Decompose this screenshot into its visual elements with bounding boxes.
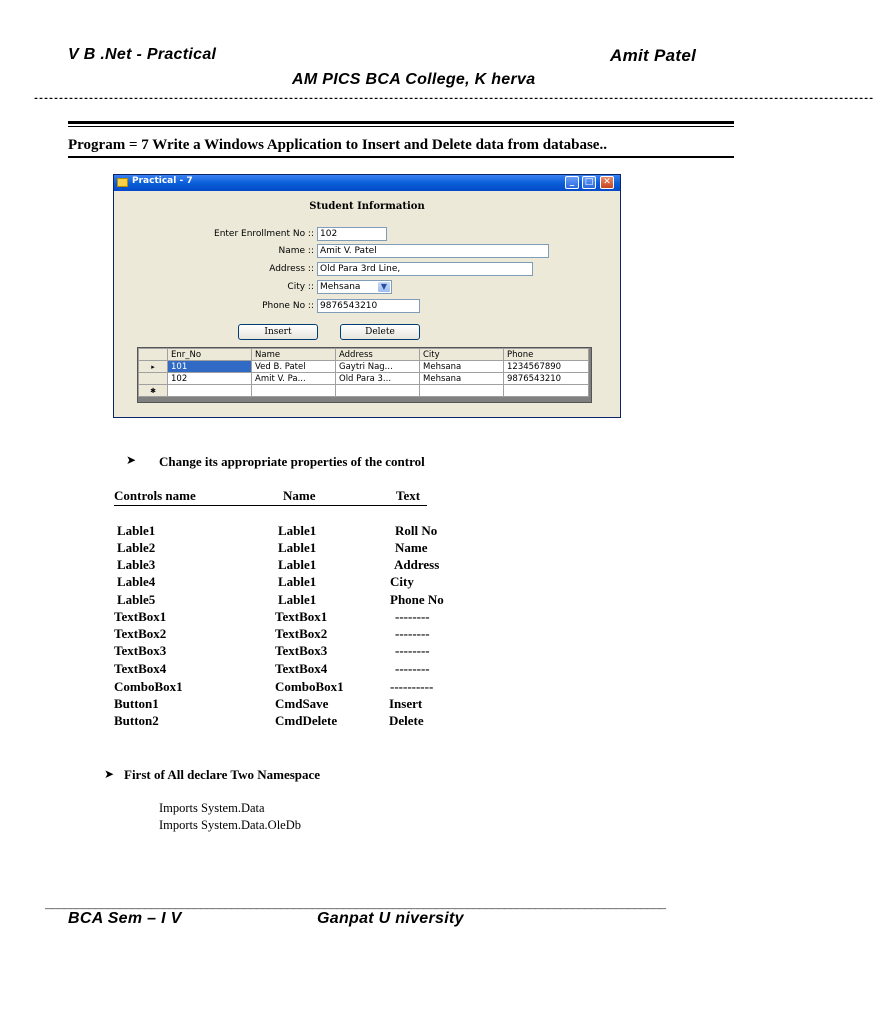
label-address: Address :: [269,264,314,274]
grid-col-header[interactable]: Address [336,349,420,361]
row-col2: TextBox4 [275,661,328,676]
row-col3: Insert [389,696,423,711]
header-right: Amit Patel [610,46,697,65]
grid-cell[interactable]: Mehsana [420,373,504,385]
row-col1: TextBox2 [114,626,167,641]
window-title: Practical - 7 [132,176,193,186]
insert-button[interactable]: Insert [238,324,318,340]
close-icon[interactable]: ✕ [600,176,614,189]
row-col1: Lable3 [117,557,156,572]
title-bar [114,175,620,191]
program-title: Program = 7 Write a Windows Application to Insert and Delete data from database.. [68,137,607,153]
row-col1: Lable2 [117,540,156,555]
grid-cell[interactable]: Gaytri Nag... [336,361,420,373]
bullet-arrow-icon: ➤ [104,767,115,781]
row-col2: TextBox1 [275,609,328,624]
rule-top-thin [68,126,734,127]
grid-cell[interactable]: 102 [168,373,252,385]
row-marker [139,373,168,385]
header-dashed-rule: ------------------------------------------------------------------------------------------------------------------------------------------------------------------------ [33,94,873,105]
address-input[interactable]: Old Para 3rd Line, [317,262,533,276]
row-col2: Lable1 [278,592,317,607]
table-header-name: Name [283,488,316,503]
app-window [113,174,621,418]
table-row[interactable] [139,373,589,385]
table-header-controls: Controls name [114,488,196,503]
row-col2: CmdDelete [275,713,338,728]
row-col1: Button2 [114,713,159,728]
header-left: V B .Net - Practical [68,46,217,63]
row-col2: Lable1 [278,523,317,538]
grid-col-header[interactable]: Name [252,349,336,361]
section2-heading: First of All declare Two Namespace [124,767,321,782]
row-col3: City [390,574,414,589]
grid-cell[interactable]: 9876543210 [504,373,589,385]
grid-cell[interactable]: 1234567890 [504,361,589,373]
row-col3: Phone No [390,592,444,607]
table-header-text: Text [396,488,421,503]
bullet-arrow-icon: ➤ [126,453,137,467]
grid-cell[interactable] [504,385,589,397]
row-col2: CmdSave [275,696,329,711]
row-col1: ComboBox1 [114,679,183,694]
row-col3: Address [394,557,440,572]
label-enrollment: Enter Enrollment No :: [214,229,314,239]
app-icon [117,178,128,187]
grid-cell[interactable] [252,385,336,397]
city-combobox[interactable] [317,280,392,294]
delete-button[interactable]: Delete [340,324,420,340]
data-grid[interactable] [137,347,592,403]
label-city: City :: [287,282,314,292]
row-col1: Lable4 [117,574,156,589]
row-col2: Lable1 [278,574,317,589]
grid-corner [139,349,168,361]
new-row[interactable] [139,385,589,397]
rule-top [68,121,734,124]
grid-cell[interactable] [420,385,504,397]
enrollment-input[interactable]: 102 [317,227,387,241]
import-line: Imports System.Data.OleDb [159,818,301,832]
maximize-icon[interactable]: □ [582,176,596,189]
row-col1: Lable1 [117,523,156,538]
row-col3: -------- [395,643,430,658]
rule-program [68,156,734,158]
grid-cell[interactable]: Old Para 3... [336,373,420,385]
name-input[interactable]: Amit V. Patel [317,244,549,258]
city-value: Mehsana [320,282,361,292]
header-center: AM PICS BCA College, K herva [292,71,536,88]
grid-cell[interactable]: Mehsana [420,361,504,373]
footer-center: Ganpat U niversity [317,910,464,927]
row-col1: Button1 [114,696,159,711]
grid-col-header[interactable]: City [420,349,504,361]
grid-cell[interactable] [168,385,252,397]
phone-input[interactable]: 9876543210 [317,299,420,313]
footer-left: BCA Sem – I V [68,910,182,927]
row-col2: TextBox3 [275,643,328,658]
grid-cell[interactable] [336,385,420,397]
grid-cell[interactable]: 101 [168,361,252,373]
minimize-icon[interactable]: _ [565,176,579,189]
grid-col-header[interactable]: Phone [504,349,589,361]
row-col2: Lable1 [278,557,317,572]
import-line: Imports System.Data [159,801,265,815]
row-col1: TextBox1 [114,609,167,624]
table-row[interactable] [139,361,589,373]
grid-col-header[interactable]: Enr_No [168,349,252,361]
grid-header-row [139,349,589,361]
row-pointer-icon: ▸ [139,361,168,373]
row-col3: -------- [395,609,430,624]
row-col1: TextBox4 [114,661,167,676]
footer-rule: ____________________________________________________________________________________________________ [45,898,666,912]
row-col3: -------- [395,661,430,676]
row-col2: Lable1 [278,540,317,555]
row-col1: TextBox3 [114,643,167,658]
row-col3: Name [395,540,428,555]
row-col3: Roll No [395,523,438,538]
grid-cell[interactable]: Amit V. Pa... [252,373,336,385]
row-col3: ---------- [390,679,434,694]
section1-heading: Change its appropriate properties of the control [159,454,425,469]
form-heading: Student Information [309,201,425,212]
row-col2: ComboBox1 [275,679,344,694]
label-name: Name :: [278,246,314,256]
table-header-rule [114,505,427,506]
chevron-down-icon[interactable]: ▼ [378,282,390,292]
row-col2: TextBox2 [275,626,328,641]
label-phone: Phone No :: [262,301,314,311]
new-row-star-icon: ✱ [139,385,168,397]
row-col3: Delete [389,713,424,728]
row-col3: -------- [395,626,430,641]
grid-cell[interactable]: Ved B. Patel [252,361,336,373]
row-col1: Lable5 [117,592,156,607]
